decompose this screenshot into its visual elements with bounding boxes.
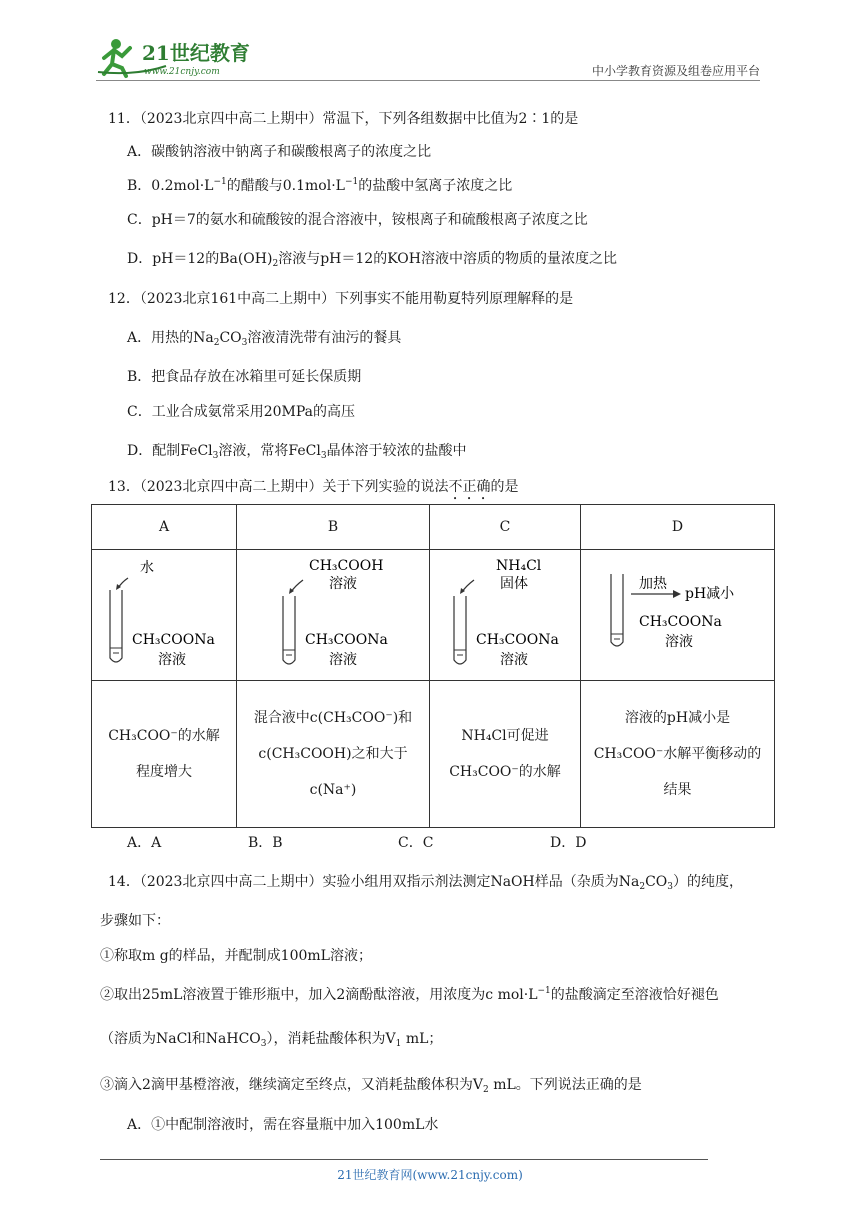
svg-text:溶液: 溶液 <box>329 652 357 668</box>
q11-option-c: C．pH＝7的氨水和硫酸铵的混合溶液中，铵根离子和硫酸根离子浓度之比 <box>127 212 588 228</box>
footer-link[interactable]: 21世纪教育网(www.21cnjy.com) <box>337 1168 523 1182</box>
q12-stem: 12．（2023北京161中高二上期中）下列事实不能用勒夏特列原理解释的是 <box>108 291 574 307</box>
q13-option-a: A．A <box>127 835 162 851</box>
svg-text:CH₃COONa: CH₃COONa <box>639 614 722 630</box>
col-header-b: B <box>237 505 430 550</box>
svg-text:CH₃COONa: CH₃COONa <box>132 632 215 648</box>
svg-text:溶液: 溶液 <box>329 576 357 592</box>
diagram-b <box>237 550 430 681</box>
svg-text:溶液: 溶液 <box>158 652 186 668</box>
q14-step-1: ①称取m g的样品，并配制成100mL溶液； <box>100 948 372 964</box>
svg-text:CH₃COONa: CH₃COONa <box>305 632 388 648</box>
svg-text:NH₄Cl: NH₄Cl <box>496 558 542 574</box>
desc-b: 混合液中c(CH₃COO⁻)和 c(CH₃COOH)之和大于 c(Na⁺) <box>237 681 430 828</box>
svg-text:CH₃COOH: CH₃COOH <box>309 558 384 574</box>
q11-option-d: D．pH＝12的$Ba(OH)_2$溶液与pH＝12的KOH溶液中溶质的物质的量浓度之比 <box>127 251 617 269</box>
svg-text:溶液: 溶液 <box>500 652 528 668</box>
experiment-table <box>91 504 775 828</box>
footer-divider <box>100 1159 708 1160</box>
runner-logo-icon <box>96 36 266 80</box>
q12-option-d: D．配制FeCl$_3$溶液，常将FeCl$_3$晶体溶于较浓的盐酸中 <box>127 443 467 461</box>
platform-label: 中小学教育资源及组卷应用平台 <box>591 64 760 78</box>
svg-text:CH₃COONa: CH₃COONa <box>476 632 559 648</box>
diagram-d <box>581 550 775 681</box>
q14-step-3: ③滴入2滴甲基橙溶液，继续滴定至终点，又消耗盐酸体积为$V_2$ mL。下列说法正确的是 <box>100 1077 642 1095</box>
q14-stem-line1: 14．（2023北京四中高二上期中）实验小组用双指示剂法测定NaOH样品（杂质为$Na_2CO_3$）的纯度， <box>108 874 743 892</box>
svg-text:溶液: 溶液 <box>665 634 693 650</box>
q13-option-d: D．D <box>550 835 587 851</box>
svg-text:水: 水 <box>140 560 154 576</box>
q13-stem: 13．（2023北京四中高二上期中）关于下列实验的说法不正确的是 <box>108 479 519 495</box>
diagram-a <box>92 550 237 681</box>
q11-stem: 11．（2023北京四中高二上期中）常温下，下列各组数据中比值为2∶1的是 <box>108 111 579 127</box>
col-header-a: A <box>92 505 237 550</box>
col-header-d: D <box>581 505 775 550</box>
diagram-c <box>430 550 581 681</box>
svg-text:www.21cnjy.com: www.21cnjy.com <box>144 67 220 77</box>
q12-option-b: B．把食品存放在冰箱里可延长保质期 <box>127 369 362 385</box>
header-divider <box>96 80 760 81</box>
site-logo <box>96 36 266 80</box>
svg-text:pH减小: pH减小 <box>685 586 735 602</box>
q11-option-a: A．碳酸钠溶液中钠离子和碳酸根离子的浓度之比 <box>127 144 432 160</box>
emphasis-text: 不正确 <box>448 479 491 495</box>
desc-a: CH₃COO⁻的水解 程度增大 <box>92 681 237 828</box>
col-header-c: C <box>430 505 581 550</box>
q12-option-a: A．用热的$Na_2CO_3$溶液清洗带有油污的餐具 <box>127 330 402 348</box>
q13-option-c: C．C <box>398 835 434 851</box>
svg-text:加热: 加热 <box>639 576 667 592</box>
svg-text:21世纪教育: 21世纪教育 <box>142 41 250 65</box>
desc-c: NH₄Cl可促进 CH₃COO⁻的水解 <box>430 681 581 828</box>
q11-option-b: B．$0.2mol\cdot L^{-1}$的醋酸与$0.1mol\cdot L^{-1}$的盐酸中氢离子浓度之比 <box>127 177 513 194</box>
q14-option-a: A．①中配制溶液时，需在容量瓶中加入100mL水 <box>127 1117 439 1133</box>
svg-text:固体: 固体 <box>500 576 528 592</box>
desc-d: 溶液的pH减小是 CH₃COO⁻水解平衡移动的 结果 <box>581 681 775 828</box>
q14-stem-line2: 步骤如下： <box>100 913 170 929</box>
q13-option-b: B．B <box>248 835 283 851</box>
q12-option-c: C．工业合成氨常采用20MPa的高压 <box>127 404 355 420</box>
q14-step-2-cont: （溶质为NaCl和NaHCO$_3$），消耗盐酸体积为$V_1$ mL； <box>100 1031 443 1049</box>
q14-step-2: ②取出25mL溶液置于锥形瓶中，加入2滴酚酞溶液，用浓度为c $mol\cdot L^{-1}$的盐酸滴定至溶液恰好褪色 <box>100 986 719 1003</box>
